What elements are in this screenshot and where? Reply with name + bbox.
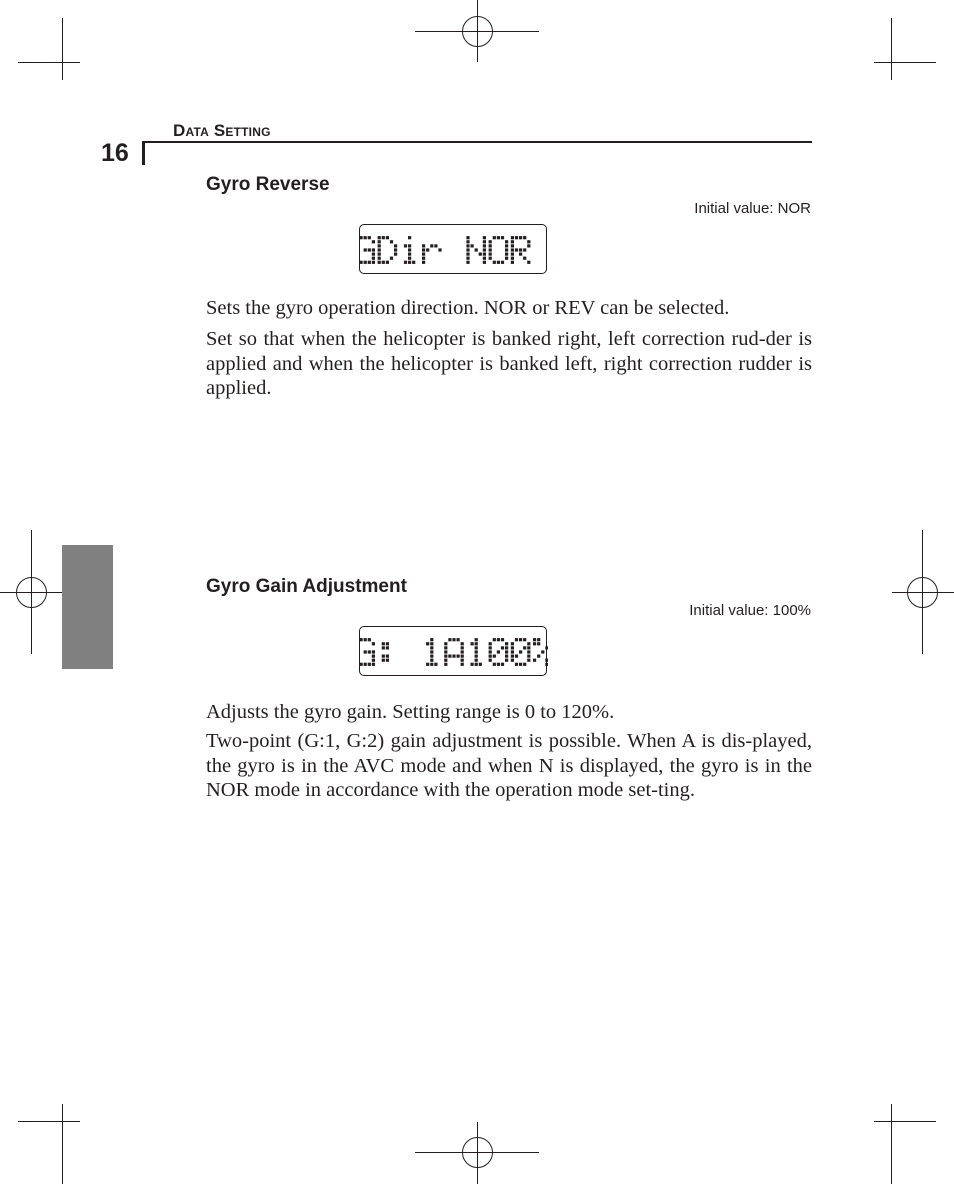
lcd-display-gyro-gain bbox=[359, 626, 547, 676]
crop-mark-top-left bbox=[62, 18, 63, 80]
lcd-display-gyro-reverse bbox=[359, 224, 547, 274]
lcd-character bbox=[489, 236, 509, 264]
lcd-character bbox=[444, 638, 464, 666]
lcd-character bbox=[533, 638, 548, 666]
lcd-character bbox=[511, 236, 531, 264]
paragraph-gyro-reverse-1: Sets the gyro operation direction. NOR or REV can be selected. bbox=[206, 297, 730, 319]
lcd-dot-matrix bbox=[360, 225, 548, 275]
heading-gyro-reverse: Gyro Reverse bbox=[206, 174, 330, 195]
registration-circle-bottom bbox=[462, 1137, 493, 1168]
crop-mark-top-right bbox=[891, 18, 892, 80]
crop-mark-bottom-right bbox=[874, 1121, 936, 1122]
crop-mark-bottom-right bbox=[891, 1104, 892, 1184]
initial-value-gyro-gain: Initial value: 100% bbox=[689, 602, 811, 619]
lcd-character bbox=[466, 236, 486, 264]
crop-mark-bottom-left bbox=[62, 1104, 63, 1184]
registration-circle-top bbox=[462, 16, 493, 47]
chapter-side-tab bbox=[62, 545, 113, 669]
lcd-character bbox=[360, 638, 375, 666]
crop-mark-bottom-left bbox=[18, 1121, 80, 1122]
paragraph-gyro-gain-1: Adjusts the gyro gain. Setting range is 0 to 120%. bbox=[206, 701, 615, 723]
lcd-character bbox=[422, 244, 442, 264]
header-tick bbox=[142, 141, 145, 165]
lcd-character bbox=[404, 236, 415, 264]
page-number: 16 bbox=[101, 139, 129, 167]
paragraph-gyro-gain-2: Two-point (G:1, G:2) gain adjustment is possible. When A is dis-played, the gyro is in the AVC mode and when N is displayed, the gyro is in the NOR mode in accordance with the operation mode set-ting. bbox=[206, 730, 812, 801]
initial-value-gyro-reverse: Initial value: NOR bbox=[694, 200, 811, 217]
lcd-character bbox=[426, 638, 437, 666]
registration-circle-right bbox=[907, 577, 938, 608]
paragraph-gyro-reverse-2: Set so that when the helicopter is banked right, left correction rud-der is applied and when the helicopter is banked left, right correction rudder is applied. bbox=[206, 328, 812, 399]
header-rule bbox=[142, 141, 812, 143]
section-title: Data Setting bbox=[173, 121, 271, 140]
lcd-character bbox=[382, 642, 389, 662]
heading-gyro-gain-adjustment: Gyro Gain Adjustment bbox=[206, 576, 407, 597]
registration-circle-left bbox=[16, 577, 47, 608]
crop-mark-top-right bbox=[874, 62, 936, 63]
lcd-character bbox=[360, 236, 375, 264]
lcd-character bbox=[378, 236, 398, 264]
lcd-dot-matrix bbox=[360, 627, 548, 677]
crop-mark-top-left bbox=[18, 62, 80, 63]
lcd-character bbox=[511, 638, 531, 666]
lcd-character bbox=[471, 638, 482, 666]
lcd-character bbox=[489, 638, 509, 666]
